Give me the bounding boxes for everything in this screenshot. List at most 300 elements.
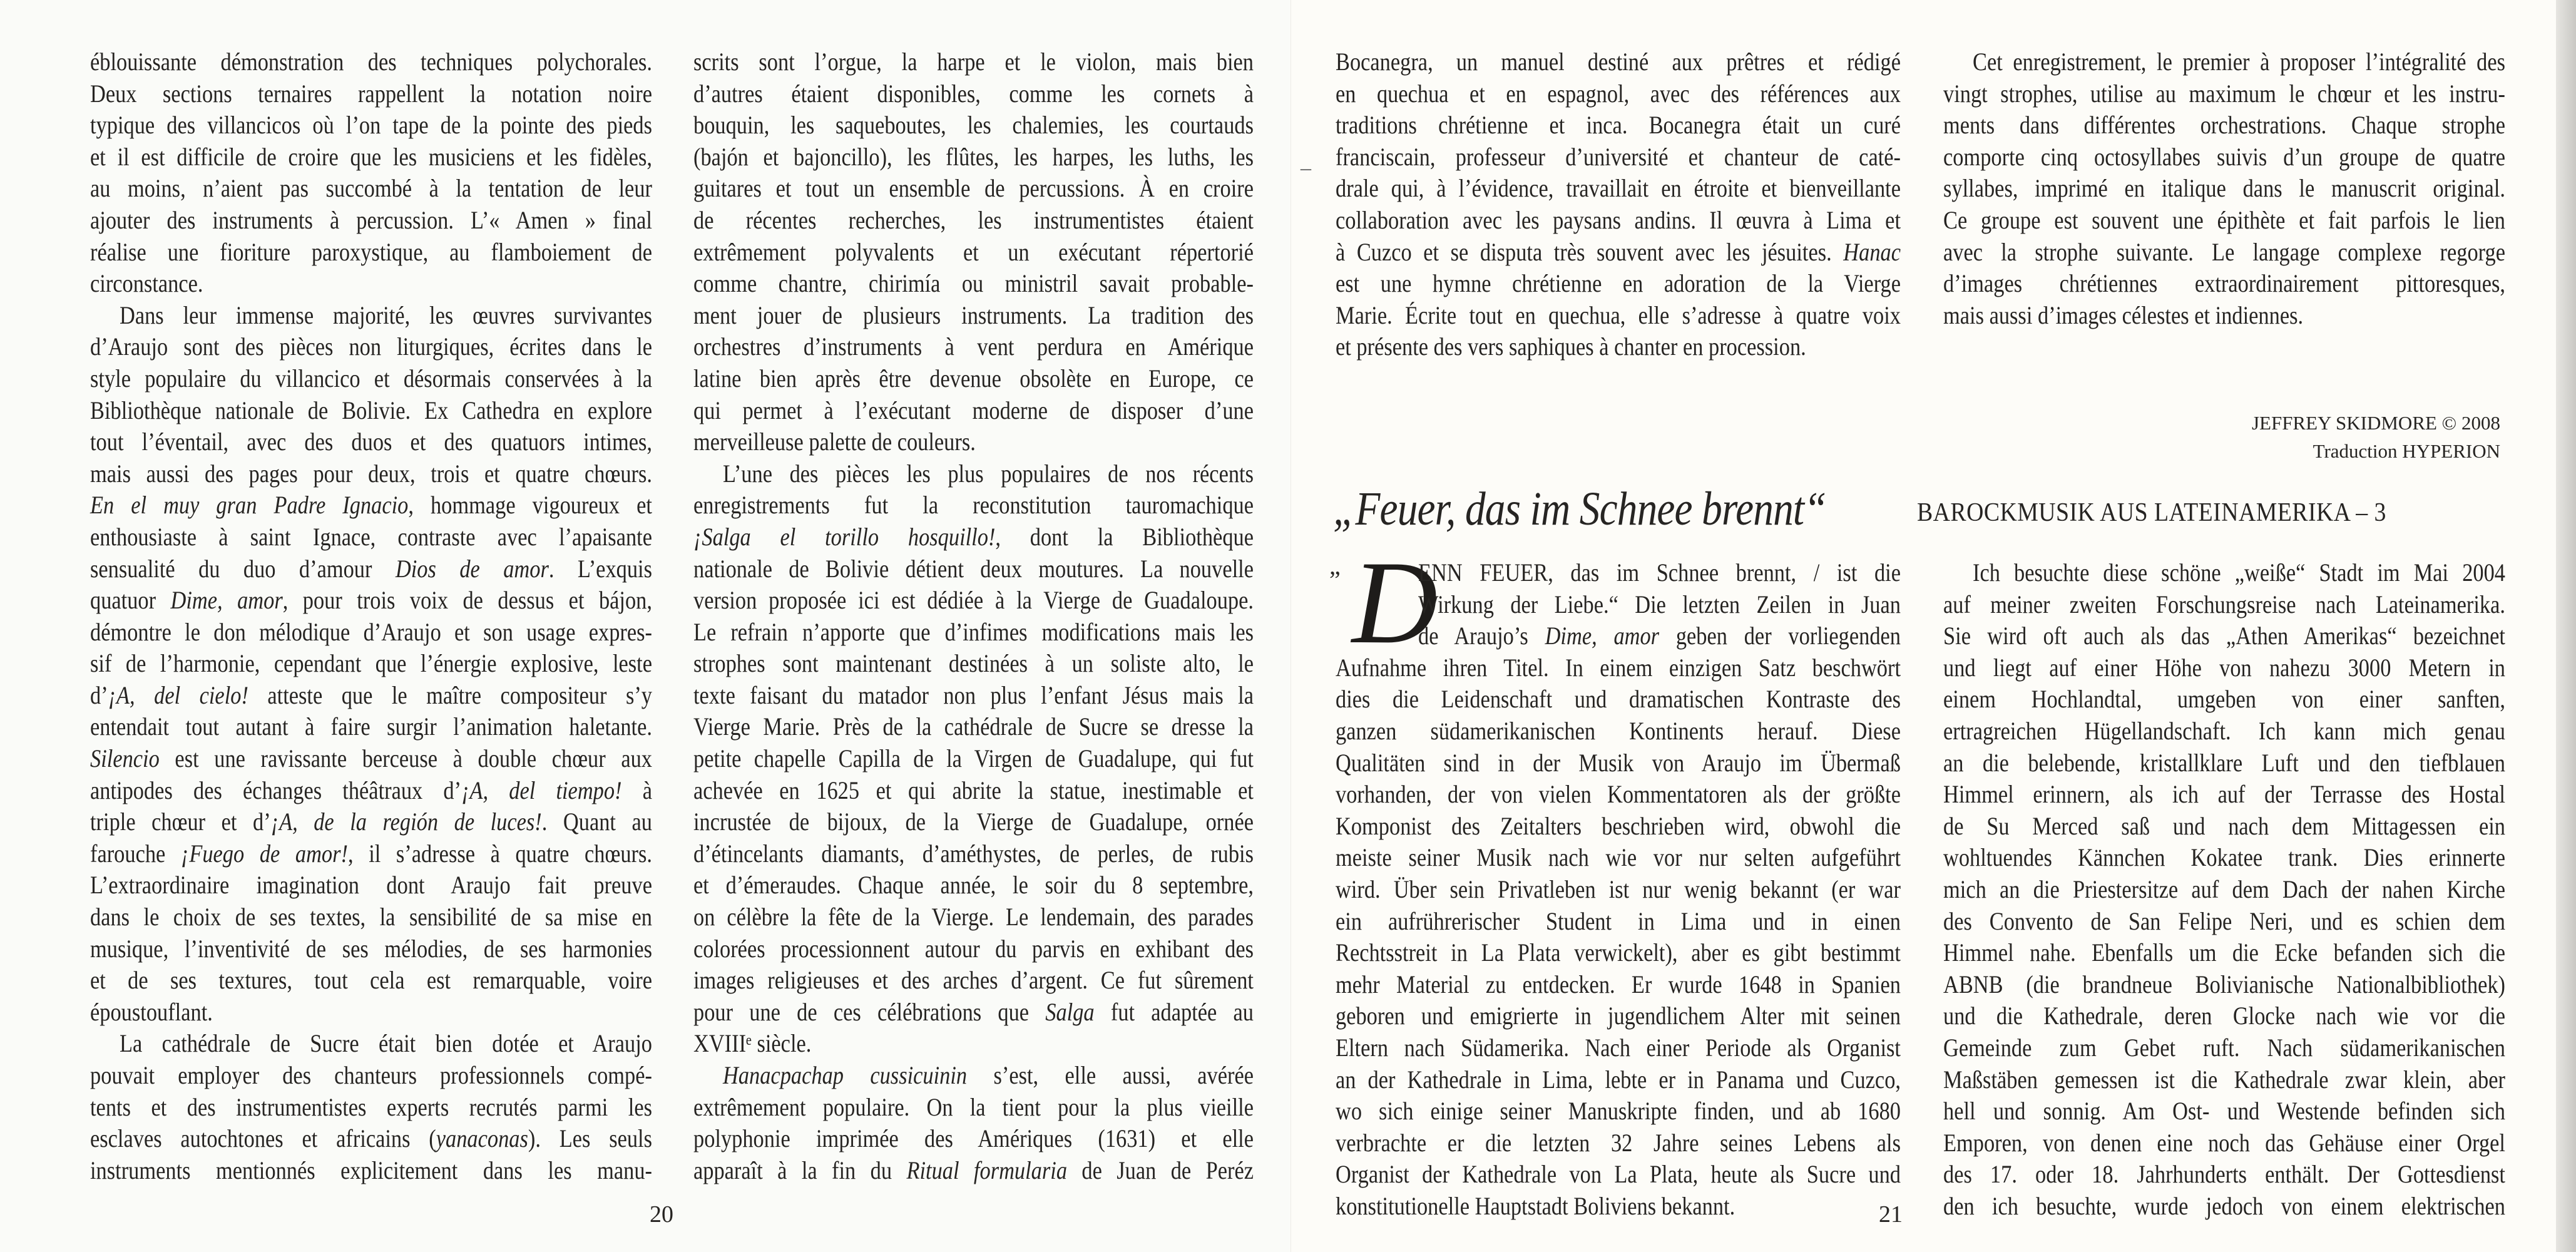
text: Maßstäben gemessen ist die Kathedrale zwar klein, aber xyxy=(1943,1065,2505,1094)
text: ). Les seuls xyxy=(528,1124,653,1153)
text-line xyxy=(693,363,1254,395)
text-line xyxy=(90,78,652,110)
text: wo sich einige seiner Manuskripte finden, und ab 1680 xyxy=(1336,1097,1901,1126)
text-line xyxy=(693,1092,1254,1124)
text: comporte cinq octosyllabes suivis d’un groupe de quatre xyxy=(1943,142,2505,171)
text: Deux sections ternaires rappellent la notation noire xyxy=(90,79,652,108)
text: mais aussi d’images célestes et indiennes. xyxy=(1943,300,2304,329)
text-line xyxy=(1336,1096,1901,1127)
text-line xyxy=(90,426,652,458)
text-line xyxy=(693,268,1254,300)
page-number-left: 20 xyxy=(650,1201,673,1228)
text-line xyxy=(1943,1064,2505,1096)
text-line xyxy=(693,933,1254,965)
text-line xyxy=(1943,1032,2505,1064)
text: dies die Leidenschaft und dramatischen Kontraste des xyxy=(1336,685,1901,714)
text-column-3-german xyxy=(1336,557,1901,1222)
text: geboren und emigrierte in jugendlichem Alter mit seinen xyxy=(1336,1002,1901,1030)
text: wird. Über sein Privatleben ist nur wenig bekannt (er war xyxy=(1336,875,1901,903)
text: quatuor xyxy=(90,586,171,615)
text: Himmel erinnern, als ich auf der Terrasse des Hostal xyxy=(1943,780,2505,809)
text: en quechua et en espagnol, avec des références aux xyxy=(1336,79,1901,108)
text: ajouter des instruments à percussion. L’« Amen » final xyxy=(90,205,652,234)
text-column-4-french xyxy=(1943,46,2505,331)
text-line xyxy=(1943,205,2505,237)
text-line xyxy=(90,870,652,901)
text-line xyxy=(90,1092,652,1124)
text: Cet enregistrement, le premier à proposer l’intégralité des xyxy=(1973,48,2505,76)
text: ein aufrührerischer Student in Lima und in einen xyxy=(1336,906,1901,935)
text-line xyxy=(90,141,652,173)
text: de Araujo’s xyxy=(1418,622,1545,650)
text: den ich besuchte, wurde jedoch von einem elektrischen xyxy=(1943,1191,2505,1220)
text: petite chapelle Capilla de la Virgen de Guadalupe, qui fut xyxy=(693,744,1254,773)
text: mais aussi des pages pour deux, trois et quatre chœurs. xyxy=(90,459,652,488)
text-line xyxy=(90,933,652,965)
text: colorées processionnent autour du parvis en exhibant des xyxy=(693,934,1254,963)
text: Qualitäten sind in der Musik von Araujo im Übermaß xyxy=(1336,748,1901,777)
text-line xyxy=(90,110,652,141)
text: typique des villancicos où l’on tape de la pointe des pieds xyxy=(90,111,652,140)
text: incrustée de bijoux, de la Vierge de Guadalupe, ornée xyxy=(693,808,1254,836)
text: extrêmement polyvalents et un exécutant répertorié xyxy=(693,237,1254,266)
text: ganzen südamerikanischen Kontinents herauf. Diese xyxy=(1336,716,1901,745)
text-line xyxy=(693,553,1254,585)
text: d’Araujo sont des pièces non liturgiques, écrites dans le xyxy=(90,332,652,361)
text-line xyxy=(1336,969,1901,1001)
text-line xyxy=(1336,1064,1901,1096)
text-line xyxy=(1336,842,1901,874)
text-line xyxy=(693,331,1254,363)
text-line xyxy=(1336,237,1901,269)
text: Bocanegra, un manuel destiné aux prêtres et rédigé xyxy=(1336,48,1901,76)
text: s’est, elle aussi, avérée xyxy=(967,1061,1254,1089)
text-line xyxy=(693,648,1254,680)
text-line xyxy=(1943,969,2505,1001)
text: verbrachte er die letzten 32 Jahre seines Lebens als xyxy=(1336,1128,1901,1157)
text-line xyxy=(693,110,1254,141)
text-line xyxy=(1336,1159,1901,1191)
text: instruments mentionnés explicitement dans les manu- xyxy=(90,1156,652,1184)
text: qui permet à l’exécutant moderne de disposer d’une xyxy=(693,396,1254,424)
text-column-3-french xyxy=(1336,46,1901,363)
drop-cap: D xyxy=(1352,537,1438,669)
text-line xyxy=(90,363,652,395)
text-line xyxy=(693,78,1254,110)
italic-text: ¡A, del tiempo! xyxy=(461,776,622,804)
text: Gemeinde zum Gebet ruft. Nach südamerikanischen xyxy=(1943,1033,2505,1062)
text-line xyxy=(90,743,652,775)
text-line xyxy=(1943,1191,2505,1223)
text-line xyxy=(90,46,652,78)
text-column-2 xyxy=(693,46,1254,1186)
text: konstitutionelle Hauptstadt Boliviens bekannt. xyxy=(1336,1191,1735,1220)
text-line xyxy=(1336,78,1901,110)
text-line xyxy=(90,490,652,521)
text-line xyxy=(693,806,1254,838)
text: style populaire du villancico et désormais conservées à la xyxy=(90,364,652,393)
text-line xyxy=(90,806,652,838)
text-column-4-german xyxy=(1943,557,2505,1222)
text: fut adaptée au xyxy=(1094,997,1254,1026)
text: comme chantre, chirimía ou ministril savait probable- xyxy=(693,269,1254,298)
text: de Juan de Peréz xyxy=(1067,1156,1254,1184)
text: Organist der Kathedrale von La Plata, heute als Sucre und xyxy=(1336,1160,1901,1189)
italic-text: Hanac xyxy=(1843,237,1901,266)
text-line xyxy=(120,300,652,332)
text: orchestres d’instruments à vent perdura en Amérique xyxy=(693,332,1254,361)
text-line xyxy=(90,1060,652,1092)
text-line xyxy=(1943,779,2505,811)
text-line xyxy=(1336,779,1901,811)
opening-quote: „ xyxy=(1329,552,1341,580)
text-line xyxy=(90,775,652,807)
text: traditions chrétienne et inca. Bocanegra était un curé xyxy=(1336,111,1901,140)
text: et d’émeraudes. Chaque année, le soir du 8 septembre, xyxy=(693,871,1254,900)
text: und die Kathedrale, deren Glocke nach wie vor die xyxy=(1943,1002,2505,1030)
text-line xyxy=(90,331,652,363)
text: und liegt auf einer Höhe von nahezu 3000 Metern in xyxy=(1943,653,2505,682)
text-line xyxy=(723,1060,1254,1092)
text-line xyxy=(120,1028,652,1060)
italic-text: ¡Fuego de amor! xyxy=(180,839,348,868)
translation-credit: Traduction HYPERION xyxy=(2313,440,2500,462)
text-line xyxy=(1973,557,2505,589)
text-line xyxy=(1336,205,1901,237)
text: des Convento de San Felipe Neri, und es schien dem xyxy=(1943,906,2505,935)
text: . Quant au xyxy=(541,808,653,836)
text-line xyxy=(90,458,652,490)
text: L’extraordinaire imagination dont Araujo fait preuve xyxy=(90,871,652,900)
text: mehr Material zu entdecken. Er wurde 1648 in Spanien xyxy=(1336,970,1901,998)
text-line xyxy=(90,585,652,617)
text-line xyxy=(1943,937,2505,969)
text: Ce groupe est souvent une épithète et fait parfois le lien xyxy=(1943,205,2505,234)
text: atteste que le maître compositeur s’y xyxy=(248,680,653,709)
text: ertragreichen Hügellandschaft. Ich kann mich genau xyxy=(1943,716,2505,745)
text-line xyxy=(1943,652,2505,684)
text-line xyxy=(693,237,1254,269)
margin-mark: – xyxy=(1301,156,1311,180)
paragraph xyxy=(90,46,652,300)
text: des 17. oder 18. Jahrhunderts enthält. Der Gottesdienst xyxy=(1943,1160,2505,1189)
text-line xyxy=(1336,684,1901,716)
text: bouquin, les saqueboutes, les chalemies, les courtauds xyxy=(693,111,1254,140)
italic-text: Dime, amor xyxy=(1545,622,1660,650)
text: d’ xyxy=(90,680,108,709)
text: , il s’adresse à quatre chœurs. xyxy=(347,839,653,868)
text-line xyxy=(693,490,1254,521)
text-line xyxy=(693,711,1254,743)
paragraph xyxy=(90,1028,652,1186)
text: , pour trois voix de dessus et bájon, xyxy=(282,586,652,615)
text: avec la strophe suivante. Le langage complexe regorge xyxy=(1943,237,2505,266)
text-line xyxy=(693,46,1254,78)
text-line xyxy=(693,775,1254,807)
text-line xyxy=(1336,300,1901,332)
text-line xyxy=(90,648,652,680)
text-line xyxy=(1943,173,2505,205)
page-number-right: 21 xyxy=(1879,1201,1903,1228)
text: sif de l’harmonie, cependant que l’énergie explosive, leste xyxy=(90,649,652,678)
text: est une ravissante berceuse à double chœur aux xyxy=(159,744,652,773)
text: mich an die Priestersitze auf dem Dach der nahen Kirche xyxy=(1943,875,2505,903)
text: Komponist des Zeitalters beschrieben wird, obwohl die xyxy=(1336,811,1901,840)
text-line xyxy=(1418,620,1901,652)
text-line xyxy=(693,173,1254,205)
text: Himmel nahe. Ebenfalls um die Ecke befanden sich die xyxy=(1943,938,2505,967)
text: enregistrements fut la reconstitution tauromachique xyxy=(693,491,1254,520)
text: an der Kathedrale in Lima, lebte er in Panama und Cuzco, xyxy=(1336,1065,1901,1094)
text: tout l’éventail, avec des duos et des quatuors intimes, xyxy=(90,428,652,456)
text: époustouflant. xyxy=(90,997,213,1026)
text: d’images chrétiennes extraordinairement pittoresques, xyxy=(1943,269,2505,298)
text-line xyxy=(1943,1096,2505,1127)
text-line xyxy=(90,173,652,205)
text: Eltern nach Südamerika. Nach einer Periode als Organist xyxy=(1336,1033,1901,1062)
text-line xyxy=(693,1123,1254,1155)
text: est une hymne chrétienne en adoration de la Vierge xyxy=(1336,269,1901,298)
text: nationale de Bolivie détient deux moutures. La nouvelle xyxy=(693,554,1254,583)
text-line xyxy=(693,521,1254,553)
text-line xyxy=(693,426,1254,458)
text: pouvait employer des chanteurs professionnels compé- xyxy=(90,1061,652,1089)
text-line xyxy=(693,965,1254,997)
section-subtitle: BAROCKMUSIK AUS LATEINAMERIKA – 3 xyxy=(1917,498,2386,527)
text: antipodes des échanges théâtraux d’ xyxy=(90,776,462,804)
text-line xyxy=(693,997,1254,1029)
text: Aufnahme ihren Titel. In einem einzigen Satz beschwört xyxy=(1336,653,1901,682)
text: enthousiaste à saint Ignace, contraste avec l’apaisante xyxy=(90,522,652,551)
text: à Cuzco et se disputa très souvent avec les jésuites. xyxy=(1336,237,1844,266)
text: wohltuendes Kännchen Kokatee trank. Dies erinnerte xyxy=(1943,843,2505,872)
text: d’étincelants diamants, d’améthystes, de perles, de rubis xyxy=(693,839,1254,868)
text: latine bien après être devenue obsolète en Europe, ce xyxy=(693,364,1254,393)
text-line xyxy=(693,141,1254,173)
text: circonstance. xyxy=(90,269,203,298)
italic-text: Salga xyxy=(1045,997,1095,1026)
text-line xyxy=(90,553,652,585)
text: polyphonie imprimée des Amériques (1631) et elle xyxy=(693,1124,1254,1153)
text: ment jouer de plusieurs instruments. La tradition des xyxy=(693,300,1254,329)
text-line xyxy=(90,617,652,649)
text-line xyxy=(693,838,1254,870)
paragraph xyxy=(1336,46,1901,363)
text: Bibliothèque nationale de Bolivie. Ex Cathedra en explore xyxy=(90,396,652,424)
text-line xyxy=(90,965,652,997)
paragraph xyxy=(1943,557,2505,1222)
text-line xyxy=(1336,937,1901,969)
text: Wirkung der Liebe.“ Die letzten Zeilen in Juan xyxy=(1418,590,1901,618)
text-line xyxy=(90,997,652,1029)
text: esclaves autochtones et africains ( xyxy=(90,1124,436,1153)
italic-text: Dime, amor xyxy=(170,586,283,615)
text: et présente des vers saphiques à chanter en procession. xyxy=(1336,332,1806,361)
paragraph xyxy=(1336,557,1901,1222)
text-line xyxy=(1418,589,1901,621)
text: pour une de ces célébrations que xyxy=(693,997,1046,1026)
italic-text: ¡A, del cielo! xyxy=(108,680,248,709)
text-line xyxy=(1336,747,1901,779)
text-line xyxy=(1943,268,2505,300)
text: XVIIIᵉ siècle. xyxy=(693,1029,812,1058)
text: on célèbre la fête de la Vierge. Le lendemain, des parades xyxy=(693,903,1254,931)
text-line xyxy=(1943,874,2505,906)
text-line xyxy=(1336,906,1901,938)
text-line xyxy=(1336,1000,1901,1032)
paragraph xyxy=(693,458,1254,1060)
text: musique, l’inventivité de ses mélodies, de ses harmonies xyxy=(90,934,652,963)
text-line xyxy=(693,1155,1254,1187)
text-line xyxy=(1943,811,2505,843)
text-line xyxy=(693,300,1254,332)
text-line xyxy=(693,1028,1254,1060)
text: Ich besuchte diese schöne „weiße“ Stadt im Mai 2004 xyxy=(1973,558,2505,587)
text-line xyxy=(693,680,1254,712)
text-line xyxy=(1336,46,1901,78)
text-line xyxy=(1336,811,1901,843)
text: strophes sont maintenant destinées à un soliste alto, le xyxy=(693,649,1254,678)
text: meiste seiner Musik nach wie vor nur selten aufgeführt xyxy=(1336,843,1901,872)
text-line xyxy=(1943,237,2505,269)
text-line xyxy=(1943,906,2505,938)
text-line xyxy=(693,585,1254,617)
text: La cathédrale de Sucre était bien dotée et Araujo xyxy=(120,1029,652,1058)
text-line xyxy=(90,901,652,933)
text-line xyxy=(693,205,1254,237)
italic-text: En el muy gran Padre Ignacio xyxy=(90,491,409,520)
text-line xyxy=(1943,1159,2505,1191)
text: Dans leur immense majorité, les œuvres survivantes xyxy=(120,300,652,329)
text: images religieuses et des arches d’argent. Ce fut sûrement xyxy=(693,966,1254,995)
text: vingt strophes, utilise au maximum le chœur et les instru- xyxy=(1943,79,2505,108)
text-line xyxy=(1336,1032,1901,1064)
text-line xyxy=(1943,842,2505,874)
text: Sie wird oft auch als das „Athen Amerikas“ bezeichnet xyxy=(1943,622,2505,650)
text-line xyxy=(90,838,652,870)
text: extrêmement populaire. On la tient pour la plus vieille xyxy=(693,1092,1254,1121)
text-line xyxy=(1943,589,2505,621)
text-line xyxy=(1943,1127,2505,1159)
text: et il est difficile de croire que les musiciens et les fidèles, xyxy=(90,142,652,171)
text-line xyxy=(90,1123,652,1155)
text-line xyxy=(90,1155,652,1187)
text: einem Hochlandtal, umgeben von einer sanften, xyxy=(1943,685,2505,714)
text: tents et des instrumentistes experts recrutés parmi les xyxy=(90,1092,652,1121)
author-credit: JEFFREY SKIDMORE © 2008 xyxy=(2251,412,2500,434)
text-line xyxy=(1943,620,2505,652)
text: farouche xyxy=(90,839,181,868)
text: de récentes recherches, les instrumentistes étaient xyxy=(693,205,1254,234)
text-line xyxy=(1943,110,2505,141)
italic-text: Silencio xyxy=(90,744,160,773)
text: vorhanden, der von vielen Kommentatoren als der größte xyxy=(1336,780,1901,809)
text-line xyxy=(1973,46,2505,78)
text: apparaît à la fin du xyxy=(693,1156,907,1184)
text-column-1 xyxy=(90,46,652,1186)
text: ENN FEUER, das im Schnee brennt, / ist die xyxy=(1418,558,1901,587)
text: guitares et tout un ensemble de percussions. À en croire xyxy=(693,174,1254,203)
text-line xyxy=(693,901,1254,933)
text-line xyxy=(90,711,652,743)
text-line xyxy=(1943,141,2505,173)
text: franciscain, professeur d’université et chanteur de caté- xyxy=(1336,142,1901,171)
text-line xyxy=(693,395,1254,427)
text: de Su Merced saß und nach dem Mittagessen ein xyxy=(1943,811,2505,840)
italic-text: ¡Salga el torillo hosquillo! xyxy=(693,522,996,551)
scan-edge xyxy=(2556,0,2576,1252)
text-line xyxy=(1943,684,2505,716)
paragraph xyxy=(693,1060,1254,1186)
text-line xyxy=(693,870,1254,901)
text-line xyxy=(90,521,652,553)
italic-text: Ritual formularia xyxy=(906,1156,1068,1184)
section-heading xyxy=(1333,482,1906,536)
italic-text: yanaconas xyxy=(436,1124,528,1153)
text-line xyxy=(1336,173,1901,205)
text: hell und sonnig. Am Ost- und Westende befinden sich xyxy=(1943,1097,2505,1126)
text: éblouissante démonstration des techniques polychorales. xyxy=(90,48,652,76)
text: Vierge Marie. Près de la cathédrale de Sucre se dresse la xyxy=(693,712,1254,741)
text: merveilleuse palette de couleurs. xyxy=(693,428,976,456)
italic-text: Hanacpachap cussicuinin xyxy=(723,1061,968,1089)
text-line xyxy=(693,617,1254,649)
text: démontre le don mélodique d’Araujo et son usage expres- xyxy=(90,617,652,646)
text-line xyxy=(1943,747,2505,779)
text: au moins, n’aient pas succombé à la tentation de leur xyxy=(90,174,652,203)
text-line xyxy=(1943,716,2505,747)
text-line xyxy=(1943,78,2505,110)
text-line xyxy=(1336,652,1901,684)
text-line xyxy=(1336,110,1901,141)
text-line xyxy=(1336,1191,1901,1223)
text: Le refrain n’apporte que d’infimes modifications mais les xyxy=(693,617,1254,646)
text: sensualité du duo d’amour xyxy=(90,554,396,583)
text: auf meiner zweiten Forschungsreise nach Lateinamerika. xyxy=(1943,590,2505,618)
italic-text: Dios de amor xyxy=(395,554,549,583)
text-line xyxy=(723,458,1254,490)
text: , hommage vigoureux et xyxy=(408,491,652,520)
text: à xyxy=(621,776,652,804)
text: syllabes, imprimé en italique dans le manuscrit original. xyxy=(1943,174,2505,203)
italic-text: ¡A, de la región de luces! xyxy=(270,808,542,836)
text: version proposée ici est dédiée à la Vierge de Guadaloupe. xyxy=(693,586,1254,615)
text: entendait tout autant à faire surgir l’animation haletante. xyxy=(90,712,652,741)
text: drale qui, à l’évidence, travaillait en étroite et bienveillante xyxy=(1336,174,1901,203)
text: ments dans différentes orchestrations. Chaque strophe xyxy=(1943,111,2505,140)
text-line xyxy=(90,205,652,237)
text: achevée en 1625 et qui abrite la statue, inestimable et xyxy=(693,776,1254,804)
text: . L’exquis xyxy=(548,554,653,583)
text: triple chœur et d’ xyxy=(90,808,271,836)
text-line xyxy=(1943,1000,2505,1032)
text: texte faisant du matador non plus l’enfant Jésus mais la xyxy=(693,680,1254,709)
text: ABNB (die brandneue Bolivianische Nationalbibliothek) xyxy=(1943,970,2505,998)
paragraph xyxy=(1943,46,2505,331)
text-line xyxy=(1336,716,1901,747)
text: L’une des pièces les plus populaires de nos récents xyxy=(723,459,1254,488)
text: , dont la Bibliothèque xyxy=(995,522,1254,551)
text: scrits sont l’orgue, la harpe et le violon, mais bien xyxy=(693,48,1254,76)
text: Marie. Écrite tout en quechua, elle s’adresse à quatre voix xyxy=(1336,300,1901,329)
text-line xyxy=(693,743,1254,775)
paragraph xyxy=(693,46,1254,458)
text: réalise une fioriture paroxystique, au flamboiement de xyxy=(90,237,652,266)
text-line xyxy=(1336,1127,1901,1159)
text: d’autres étaient disponibles, comme les cornets à xyxy=(693,79,1254,108)
text-line xyxy=(1336,331,1901,363)
text: collaboration avec les paysans andins. Il œuvra à Lima et xyxy=(1336,205,1901,234)
